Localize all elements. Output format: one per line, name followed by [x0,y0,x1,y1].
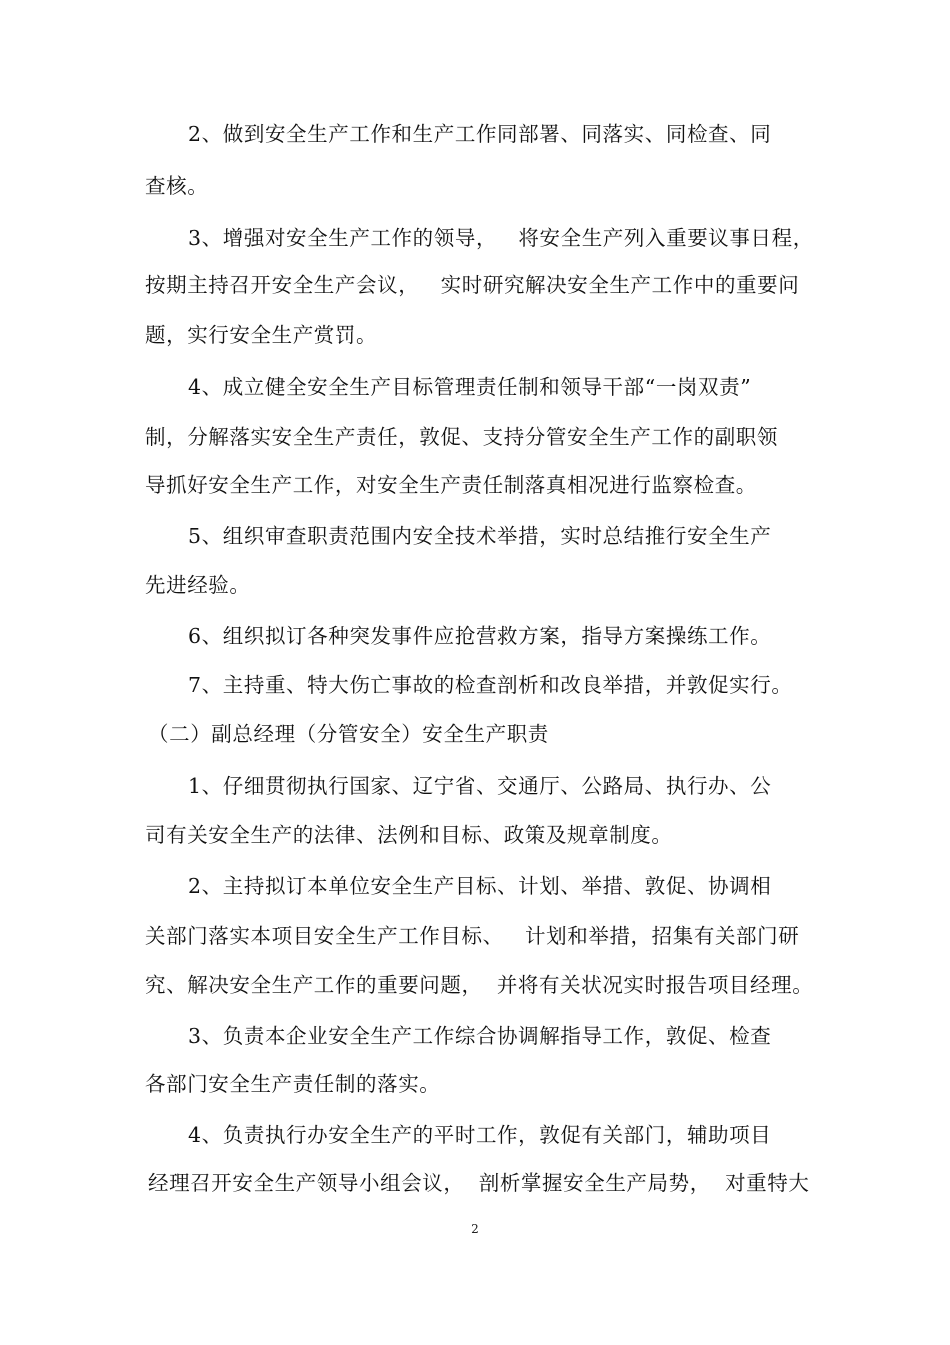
text-line: 2、做到安全生产工作和生产工作同部署、同落实、同检查、同 [188,122,772,146]
text-line: 1、仔细贯彻执行国家、辽宁省、交通厅、公路局、执行办、公 [188,774,772,798]
text-line: 各部门安全生产责任制的落实。 [145,1072,441,1096]
text-line: 制，分解落实安全生产责任，敦促、支持分管安全生产工作的副职领 [145,425,778,449]
text-line: 题，实行安全生产赏罚。 [145,323,378,347]
text-line: 导抓好安全生产工作，对安全生产责任制落真相况进行监察检查。 [145,473,757,497]
text-line: 6、组织拟订各种突发事件应抢营救方案，指导方案操练工作。 [188,624,772,648]
text-line: 3、增强对安全生产工作的领导， 将安全生产列入重要议事日程， [188,226,814,250]
text-line: 4、成立健全安全生产目标管理责任制和领导干部“一岗双责” [188,375,752,399]
text-line: 5、组织审查职责范围内安全技术举措，实时总结推行安全生产 [188,524,772,548]
text-line: 7、主持重、特大伤亡事故的检查剖析和改良举措，并敦促实行。 [188,673,793,697]
text-line: 按期主持召开安全生产会议， 实时研究解决安全生产工作中的重要问 [145,273,800,297]
text-line: 经理召开安全生产领导小组会议， 剖析掌握安全生产局势， 对重特大 [148,1171,810,1195]
text-line: 2、主持拟订本单位安全生产目标、计划、举措、敦促、协调相 [188,874,772,898]
section-heading: （二）副总经理（分管安全）安全生产职责 [148,722,549,746]
text-line: 查核。 [145,174,209,198]
text-line: 先进经验。 [145,573,251,597]
page-number: 2 [471,1222,479,1236]
text-line: 4、负责执行办安全生产的平时工作，敦促有关部门，辅助项目 [188,1123,772,1147]
text-line: 司有关安全生产的法律、法例和目标、政策及规章制度。 [145,823,673,847]
text-line: 3、负责本企业安全生产工作综合协调解指导工作，敦促、检查 [188,1024,772,1048]
text-line: 关部门落实本项目安全生产工作目标、 计划和举措，招集有关部门研 [145,924,800,948]
text-line: 究、解决安全生产工作的重要问题， 并将有关状况实时报告项目经理。 [145,973,814,997]
